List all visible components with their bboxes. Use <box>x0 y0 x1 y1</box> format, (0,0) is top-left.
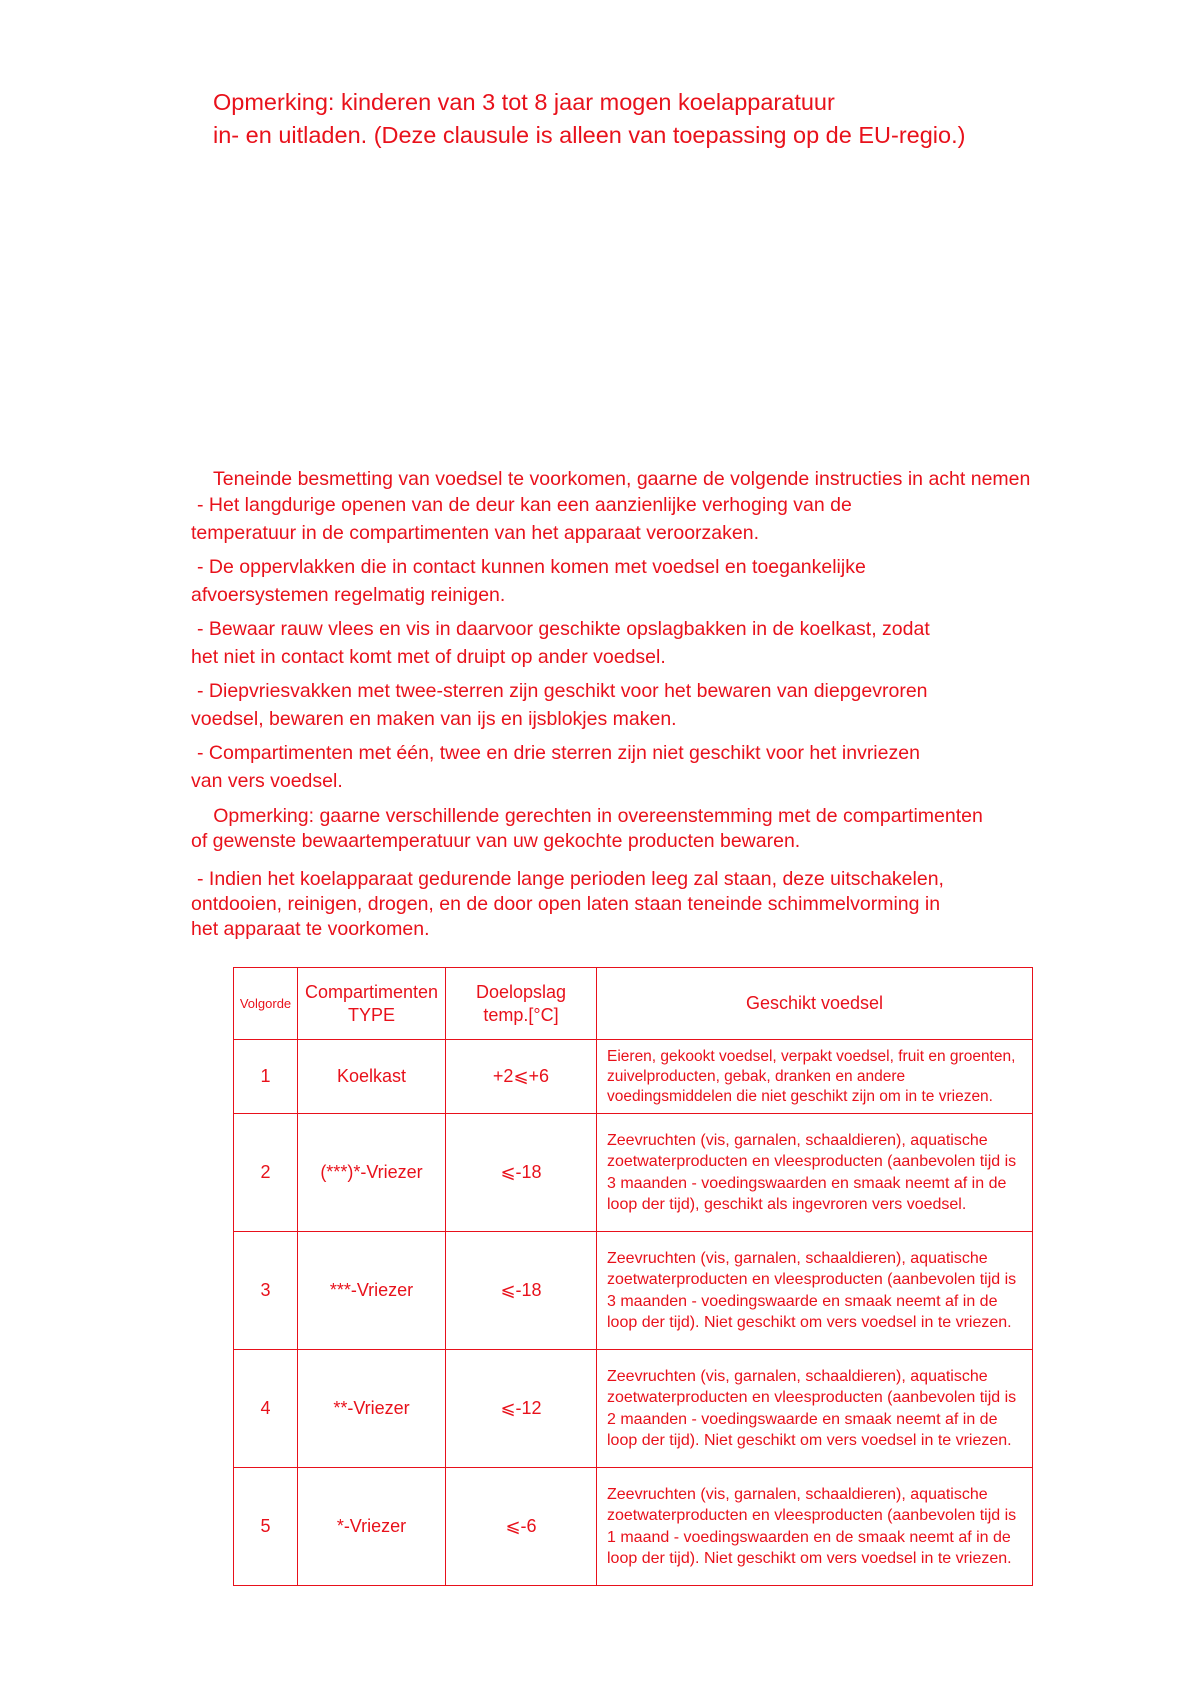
instruction-line: het niet in contact komt met of druipt op ander voedsel. <box>191 646 666 668</box>
cell-food: Eieren, gekookt voedsel, verpakt voedsel, fruit en groenten, zuivelproducten, gebak, dranken en andere voedingsmiddelen die niet geschikt zijn om in te vriezen. <box>597 1040 1033 1114</box>
table-header-row <box>234 968 1033 1040</box>
table-row <box>234 1114 1033 1232</box>
instruction-line: van vers voedsel. <box>191 770 343 792</box>
instruction-line: Opmerking: gaarne verschillende gerechten in overeenstemming met de compartimenten <box>197 805 983 827</box>
cell-order: 1 <box>234 1040 298 1114</box>
instruction-line: temperatuur in de compartimenten van het apparaat veroorzaken. <box>191 522 759 544</box>
instruction-line: - Bewaar rauw vlees en vis in daarvoor geschikte opslagbakken in de koelkast, zodat <box>197 618 930 640</box>
cell-type: ***-Vriezer <box>298 1232 446 1350</box>
instruction-line: voedsel, bewaren en maken van ijs en ijsblokjes maken. <box>191 708 677 730</box>
cell-temp: ⩽-12 <box>446 1350 597 1468</box>
cell-temp: ⩽-6 <box>446 1468 597 1586</box>
instruction-line: het apparaat te voorkomen. <box>191 918 430 940</box>
table-row <box>234 1350 1033 1468</box>
cell-type: *-Vriezer <box>298 1468 446 1586</box>
note-line-2: in- en uitladen. (Deze clausule is alleen van toepassing op de EU-regio.) <box>213 122 966 148</box>
header-food: Geschikt voedsel <box>597 968 1033 1040</box>
cell-food: Zeevruchten (vis, garnalen, schaaldieren), aquatische zoetwaterproducten en vleesproducten (aanbevolen tijd is 3 maanden - voedingswaarden en smaak neemt af in de loop der tijd), geschikt als ingevroren vers voedsel. <box>597 1114 1033 1232</box>
instruction-line: - Diepvriesvakken met twee-sterren zijn geschikt voor het bewaren van diepgevroren <box>197 680 928 702</box>
note-line-1: Opmerking: kinderen van 3 tot 8 jaar mogen koelapparatuur <box>213 89 835 115</box>
header-temp: Doelopslag temp.[°C] <box>446 968 597 1040</box>
cell-food: Zeevruchten (vis, garnalen, schaaldieren), aquatische zoetwaterproducten en vleesproducten (aanbevolen tijd is 3 maanden - voedingswaarde en smaak neemt af in de loop der tijd). Niet geschikt om vers voedsel in te vriezen. <box>597 1232 1033 1350</box>
instruction-line: - Het langdurige openen van de deur kan een aanzienlijke verhoging van de <box>197 494 852 516</box>
header-type: Compartimenten TYPE <box>298 968 446 1040</box>
header-order: Volgorde <box>234 968 298 1040</box>
instruction-line: afvoersystemen regelmatig reinigen. <box>191 584 506 606</box>
cell-temp: ⩽-18 <box>446 1114 597 1232</box>
cell-food: Zeevruchten (vis, garnalen, schaaldieren), aquatische zoetwaterproducten en vleesproducten (aanbevolen tijd is 1 maand - voedingswaarden en de smaak neemt af in de loop der tijd). Niet geschikt om vers voedsel in te vriezen. <box>597 1468 1033 1586</box>
instruction-line: - Indien het koelapparaat gedurende lange perioden leeg zal staan, deze uitschakelen, <box>197 868 944 890</box>
table-row <box>234 1040 1033 1114</box>
table-row <box>234 1232 1033 1350</box>
table-row <box>234 1468 1033 1586</box>
instruction-line: - De oppervlakken die in contact kunnen komen met voedsel en toegankelijke <box>197 556 866 578</box>
instruction-line: of gewenste bewaartemperatuur van uw gekochte producten bewaren. <box>191 830 801 852</box>
cell-order: 3 <box>234 1232 298 1350</box>
storage-table <box>233 967 1033 1586</box>
cell-type: (***)*-Vriezer <box>298 1114 446 1232</box>
cell-temp: ⩽-18 <box>446 1232 597 1350</box>
cell-order: 5 <box>234 1468 298 1586</box>
cell-temp: +2⩽+6 <box>446 1040 597 1114</box>
cell-food: Zeevruchten (vis, garnalen, schaaldieren), aquatische zoetwaterproducten en vleesproducten (aanbevolen tijd is 2 maanden - voedingswaarde en smaak neemt af in de loop der tijd). Niet geschikt om vers voedsel in te vriezen. <box>597 1350 1033 1468</box>
cell-type: **-Vriezer <box>298 1350 446 1468</box>
cell-type: Koelkast <box>298 1040 446 1114</box>
instruction-line: - Compartimenten met één, twee en drie sterren zijn niet geschikt voor het invriezen <box>197 742 920 764</box>
cell-order: 2 <box>234 1114 298 1232</box>
cell-order: 4 <box>234 1350 298 1468</box>
instruction-line: ontdooien, reinigen, drogen, en de door open laten staan teneinde schimmelvorming in <box>191 893 941 915</box>
instructions-intro: Teneinde besmetting van voedsel te voorkomen, gaarne de volgende instructies in acht nemen <box>213 468 1031 490</box>
